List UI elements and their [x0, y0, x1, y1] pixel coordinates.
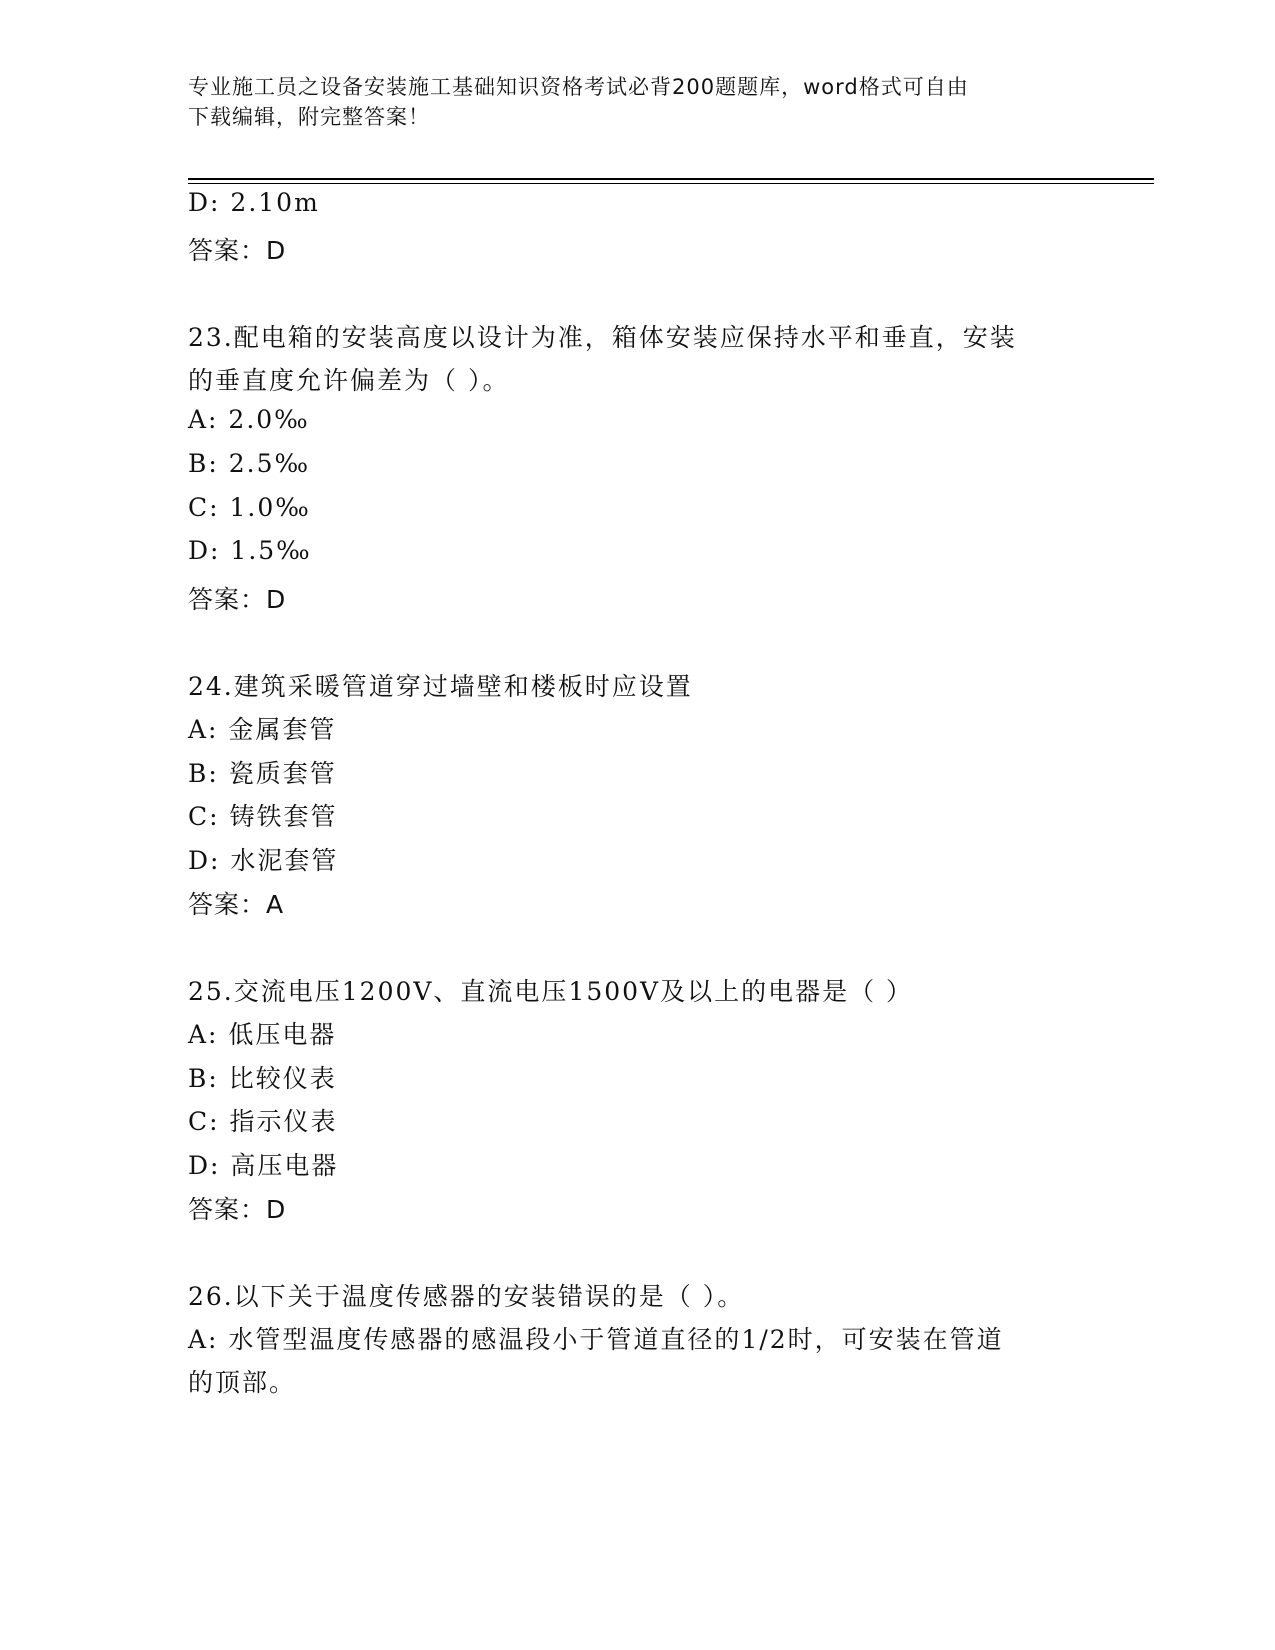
document-header [188, 72, 1088, 132]
q26-option-a-line-2: 的顶部。 [188, 1368, 297, 1397]
prev-option-d: D: 2.10m [188, 188, 320, 217]
q25-option-a: A: 低压电器 [188, 1020, 337, 1049]
q26-option-a-line-1: A: 水管型温度传感器的感温段小于管道直径的1/2时，可安装在管道 [188, 1325, 1004, 1354]
header-line-1: 专业施工员之设备安装施工基础知识资格考试必背200题题库，word格式可自由 [188, 75, 969, 99]
q24-option-b: B: 瓷质套管 [188, 759, 337, 788]
q23-option-b: B: 2.5‰ [188, 449, 311, 478]
q23-stem-line-1: 23.配电箱的安装高度以设计为准，箱体安装应保持水平和垂直，安装 [188, 323, 1017, 352]
q25-option-c: C: 指示仪表 [188, 1107, 338, 1136]
q23-answer: 答案：D [188, 585, 287, 614]
q24-answer: 答案：A [188, 890, 285, 919]
q23-option-a: A: 2.0‰ [188, 405, 310, 434]
header-line-2: 下载编辑，附完整答案！ [188, 105, 430, 129]
q23-option-d: D: 1.5‰ [188, 536, 312, 565]
prev-answer: 答案：D [188, 236, 287, 265]
q24-option-c: C: 铸铁套管 [188, 802, 338, 831]
header-divider-thin [188, 183, 1154, 184]
q25-stem: 25.交流电压1200V、直流电压1500V及以上的电器是（ ） [188, 977, 914, 1006]
q23-stem-line-2: 的垂直度允许偏差为（ ）。 [188, 366, 510, 395]
q24-option-a: A: 金属套管 [188, 715, 337, 744]
q23-option-c: C: 1.0‰ [188, 493, 311, 522]
q25-option-d: D: 高压电器 [188, 1151, 339, 1180]
q24-stem: 24.建筑采暖管道穿过墙壁和楼板时应设置 [188, 672, 693, 701]
header-divider-thick [188, 178, 1154, 180]
q25-option-b: B: 比较仪表 [188, 1064, 337, 1093]
q24-option-d: D: 水泥套管 [188, 846, 339, 875]
q25-answer: 答案：D [188, 1195, 287, 1224]
q26-stem: 26.以下关于温度传感器的安装错误的是（ ）。 [188, 1282, 745, 1311]
